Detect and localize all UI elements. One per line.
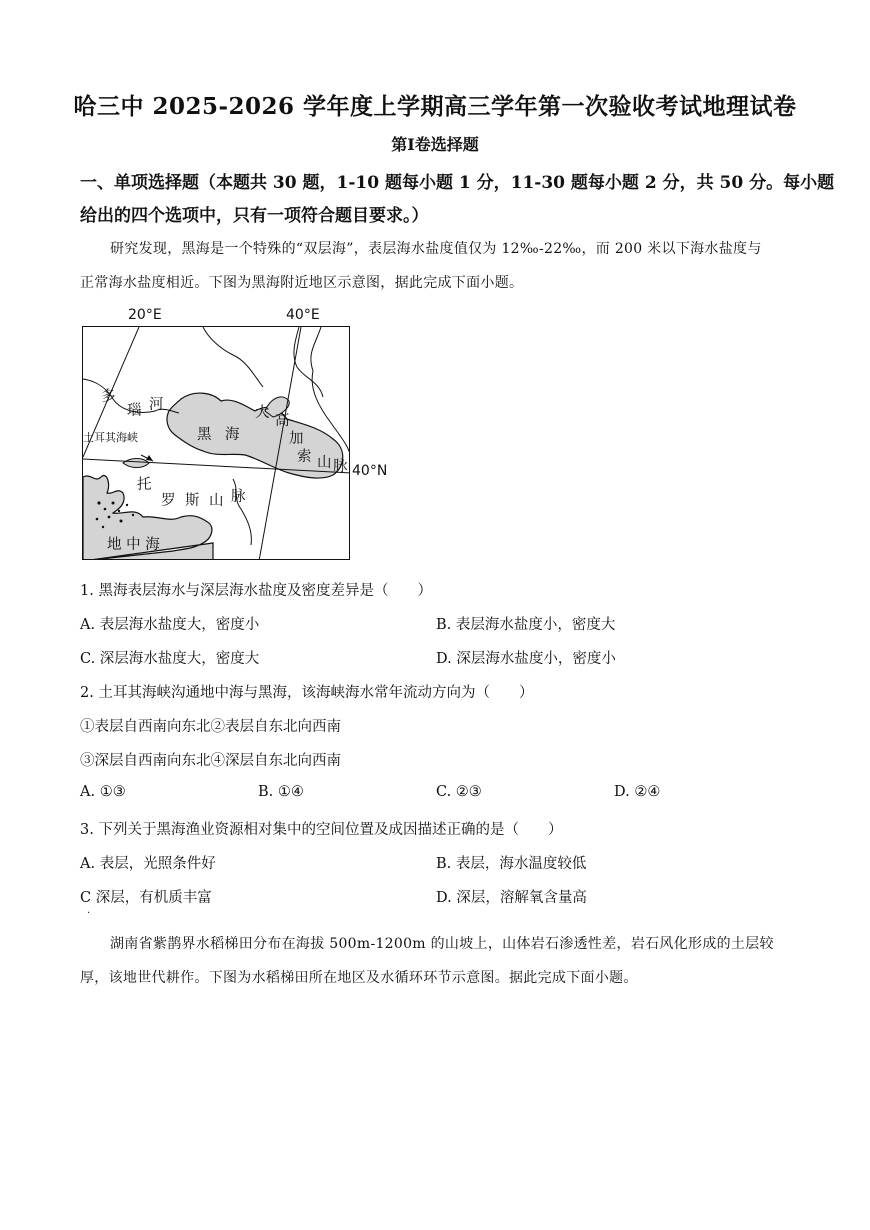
map-label-tuo: 托	[137, 477, 152, 493]
lon-20e-label: 20°E	[128, 307, 162, 323]
q1-option-c: C. 深层海水盐度大，密度大	[80, 651, 260, 667]
map-label-mediterranean: 地 中 海	[107, 537, 160, 553]
q2-option-a: A. ①③	[80, 784, 126, 800]
page-title: 哈三中 2025-2026 学年度上学期高三学年第一次验收考试地理试卷	[73, 93, 797, 120]
map-label-gao: 高	[275, 413, 290, 429]
q1-option-a: A. 表层海水盐度大，密度小	[80, 617, 260, 633]
q1-option-d: D. 深层海水盐度小，密度小	[436, 651, 616, 667]
map-label-nao: 瑙	[127, 403, 142, 419]
section-heading-line1: 一、单项选择题（本题共 30 题，1-10 题每小题 1 分，11-30 题每小题 2 分，共 50 分。每小题	[80, 173, 835, 193]
q2-statement-line2: ③深层自西南向东北④深层自东北向西南	[80, 753, 341, 769]
map-label-suo: 索	[297, 449, 312, 465]
lat-40n-label: 40°N	[352, 463, 388, 479]
q3-option-c: C 深层，有机质丰富	[80, 890, 212, 906]
map-label-strait: 土耳其海峡	[83, 431, 138, 444]
map-label-shan: 山	[317, 455, 332, 471]
map-label-mai2: 脉	[231, 489, 246, 505]
lon-40e-label: 40°E	[286, 307, 320, 323]
q2-option-b: B. ①④	[258, 784, 304, 800]
intro1-line2: 正常海水盐度相近。下图为黑海附近地区示意图，据此完成下面小题。	[80, 275, 524, 291]
q3-option-b: B. 表层，海水温度较低	[436, 856, 587, 872]
map-label-shan2: 山	[209, 493, 224, 509]
marmara-shape	[123, 459, 149, 468]
intro2-line2: 厚，该地世代耕作。下图为水稻梯田所在地区及水循环环节示意图。据此完成下面小题。	[80, 970, 638, 986]
q3-option-a: A. 表层，光照条件好	[80, 856, 216, 872]
section-subtitle: 第Ⅰ卷选择题	[391, 135, 479, 154]
map-label-luo: 罗	[161, 493, 176, 509]
map-label-he: 河	[149, 397, 164, 413]
black-sea-map	[82, 326, 350, 560]
q1-stem: 1. 黑海表层海水与深层海水盐度及密度差异是（ ）	[80, 583, 432, 599]
map-label-mai: 脉	[333, 459, 348, 475]
q3-stem: 3. 下列关于黑海渔业资源相对集中的空间位置及成因描述正确的是（ ）	[80, 822, 563, 838]
north-river	[203, 327, 263, 387]
q1-option-b: B. 表层海水盐度小，密度大	[436, 617, 616, 633]
map-label-duo: 多	[101, 389, 116, 405]
intro1-line1: 研究发现，黑海是一个特殊的“双层海”，表层海水盐度值仅为 12‰-22‰，而 200 米以下海水盐度与	[110, 241, 762, 257]
map-label-jia: 加	[289, 431, 304, 447]
q2-statement-line1: ①表层自西南向东北②表层自东北向西南	[80, 719, 341, 735]
stray-dot: .	[87, 905, 91, 916]
east-river	[294, 327, 323, 397]
intro2-line1: 湖南省紫鹊界水稻梯田分布在海拔 500m-1200m 的山坡上，山体岩石渗透性差，岩石风化形成的土层较	[110, 936, 774, 952]
q2-stem: 2. 土耳其海峡沟通地中海与黑海，该海峡海水常年流动方向为（ ）	[80, 685, 534, 701]
map-label-hai: 海	[225, 427, 240, 443]
map-label-hei: 黑	[197, 427, 212, 443]
q2-option-d: D. ②④	[614, 784, 661, 800]
q3-option-d: D. 深层，溶解氧含量高	[436, 890, 587, 906]
section-heading-line2: 给出的四个选项中，只有一项符合题目要求。）	[80, 206, 429, 226]
q2-option-c: C. ②③	[436, 784, 482, 800]
map-label-si: 斯	[185, 493, 200, 509]
map-label-da: 大	[255, 405, 270, 421]
